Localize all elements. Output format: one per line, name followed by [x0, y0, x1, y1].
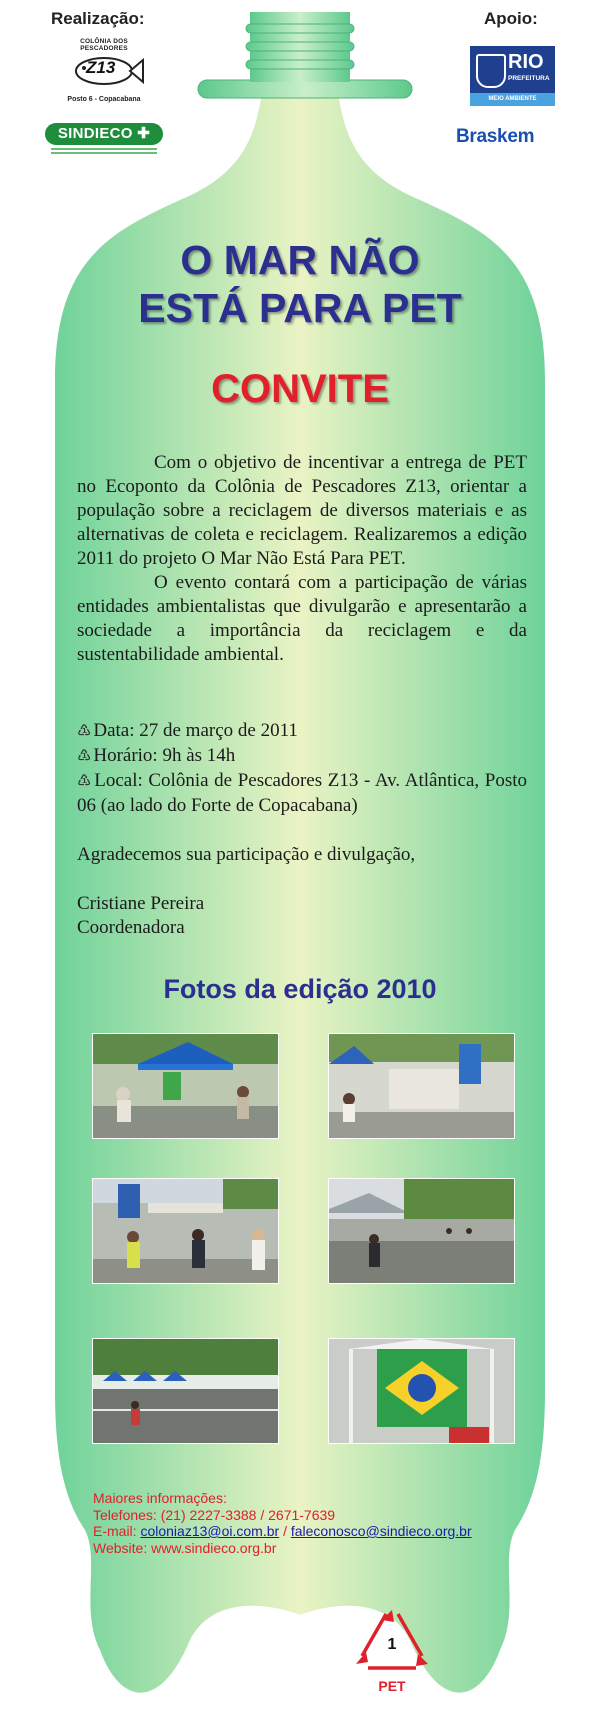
- paragraph-2: O evento contará com a participação de várias entidades ambientalistas que divulgarão e apresentarão a sociedade a importância da reciclagem e da sustentabilidade ambiental.: [77, 572, 527, 665]
- colonia-logo-bottom-text: Posto 6 - Copacabana: [67, 96, 141, 103]
- rio-dept: MEIO AMBIENTE: [470, 93, 555, 106]
- paragraph-1: Com o objetivo de incentivar a entrega de PET no Ecoponto da Colônia de Pescadores Z13, orientar a população sobre a reciclagem de diversos materiais e as alternativas de coleta e reciclagem. Realizaremos a edição 2011 do projeto O Mar Não Está Para PET.: [77, 452, 527, 569]
- info-website: Website: www.sindieco.org.br: [93, 1539, 277, 1556]
- info-email-line: E-mail: coloniaz13@oi.com.br / faleconosco@sindieco.org.br: [93, 1523, 472, 1539]
- event-photo-3: [92, 1178, 279, 1284]
- plus-icon: ✚: [137, 125, 151, 142]
- signature: [77, 892, 527, 940]
- recycle-icon: ♳: [77, 773, 93, 790]
- detail-time: ♳ Horário: 9h às 14h: [77, 745, 236, 766]
- recycle-icon: ♳: [77, 748, 92, 765]
- recycle-label: PET: [378, 1678, 406, 1694]
- recycle-icon: ♳: [77, 723, 92, 740]
- detail-location: ♳ Local: Colônia de Pescadores Z13 - Av. Atlântica, Posto 06 (ao lado do Forte de Copacabana): [77, 770, 527, 816]
- signature-name: Cristiane Pereira: [77, 893, 205, 914]
- z13-badge: Z13: [86, 58, 116, 77]
- sindieco-fineprint-line: [51, 152, 157, 154]
- sindieco-fineprint-line: [51, 148, 157, 150]
- fotos-title: Fotos da edição 2010: [163, 974, 437, 1004]
- rio-shield-icon: [476, 54, 506, 88]
- convite-heading: CONVITE: [211, 367, 389, 411]
- braskem-logo: Braskem: [456, 126, 535, 147]
- page-title-line1: O MAR NÃO: [180, 237, 420, 283]
- rio-name: RIO: [508, 51, 544, 73]
- email-link-sindieco[interactable]: faleconosco@sindieco.org.br: [290, 1523, 472, 1539]
- event-photo-6: [328, 1338, 515, 1444]
- info-heading: Maiores informações:: [93, 1490, 227, 1506]
- event-details: [77, 719, 527, 818]
- colonia-pescadores-logo: [58, 38, 150, 108]
- event-photo-1: [92, 1033, 279, 1139]
- event-photo-2: [328, 1033, 515, 1139]
- pet-recycle-symbol: [352, 1608, 432, 1698]
- sindieco-logo-name: SINDIECO ✚: [45, 123, 163, 145]
- apoio-label: Apoio:: [484, 9, 538, 28]
- signature-role: Coordenadora: [77, 917, 185, 938]
- rio-sub: PREFEITURA: [508, 75, 550, 82]
- email-link-colonia[interactable]: coloniaz13@oi.com.br: [140, 1523, 280, 1539]
- thanks-text: Agradecemos sua participação e divulgação,: [77, 844, 416, 865]
- rio-prefeitura-logo: [470, 46, 555, 106]
- detail-date: ♳ Data: 27 de março de 2011: [77, 720, 298, 741]
- event-photo-5: [92, 1338, 279, 1444]
- contact-info: [93, 1490, 533, 1556]
- event-photo-4: [328, 1178, 515, 1284]
- info-phones: Telefones: (21) 2227-3388 / 2671-7639: [93, 1506, 336, 1523]
- sindieco-logo: [45, 123, 165, 157]
- invitation-body: [77, 451, 527, 667]
- page-title-line2: ESTÁ PARA PET: [138, 285, 462, 331]
- realizacao-label: Realização:: [51, 9, 145, 28]
- recycle-number: 1: [387, 1636, 397, 1653]
- colonia-logo-top-text: COLÔNIA DOS PESCADORES: [80, 38, 128, 52]
